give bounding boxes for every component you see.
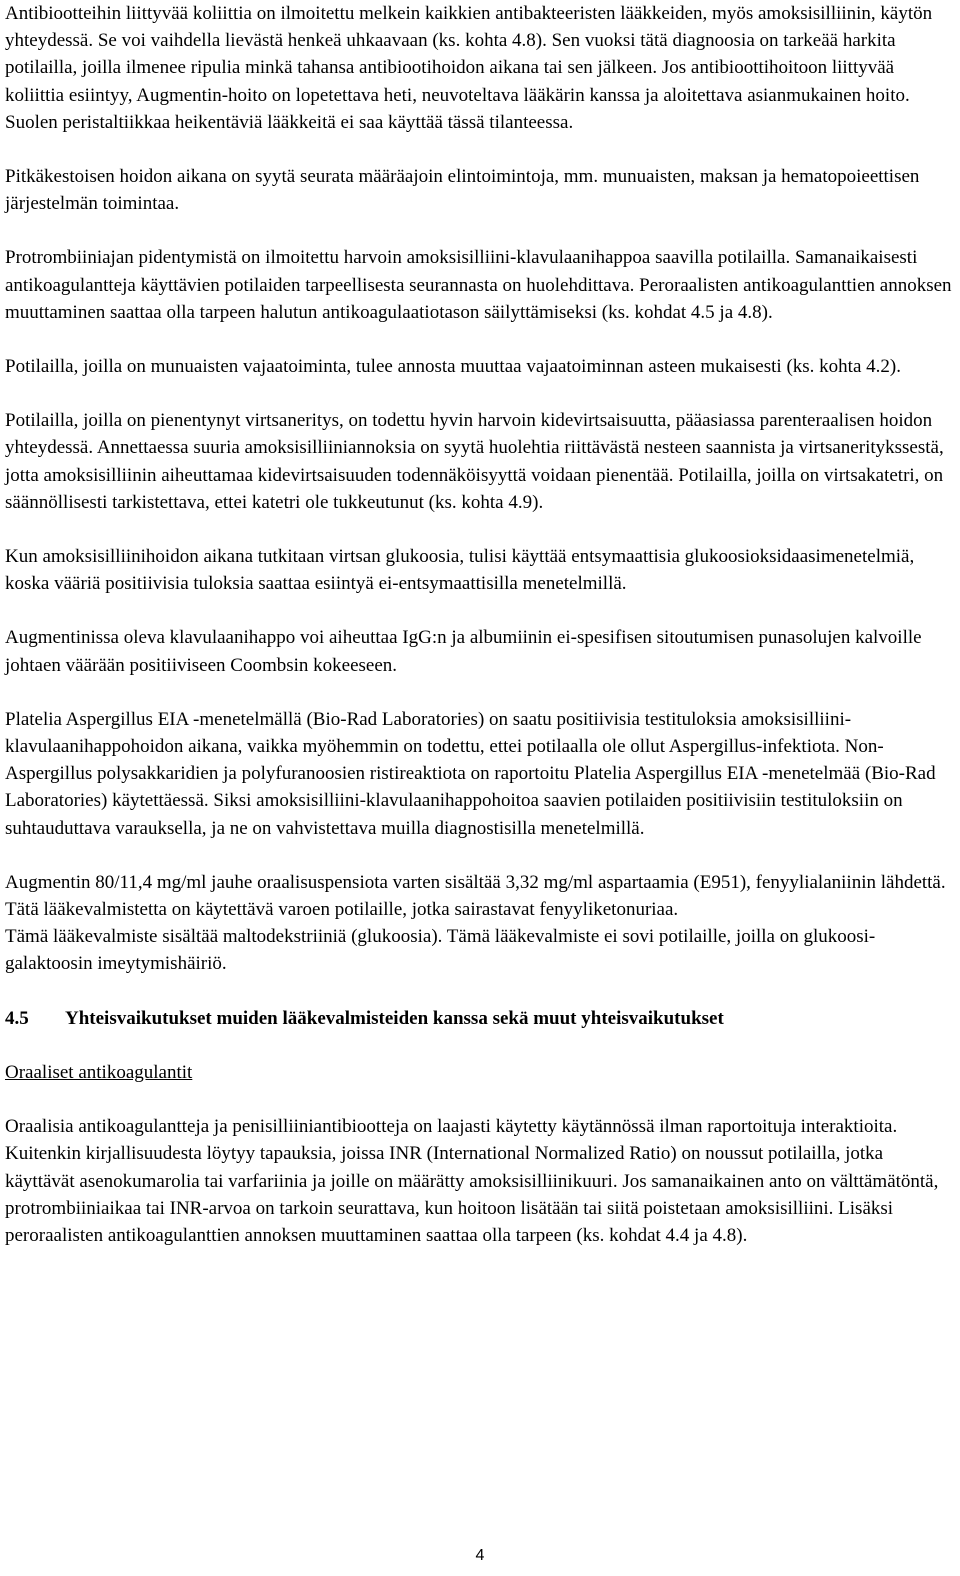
paragraph-aspartame: Augmentin 80/11,4 mg/ml jauhe oraalisuspensiota varten sisältää 3,32 mg/ml aspartaamia (E951), fenyylialaniinin lähdettä. Tätä lääkevalmistetta on käytettävä varoen potilaille, jotka sairastavat fenyyliketonuriaa.	[5, 871, 946, 921]
paragraph-aspergillus-eia: Platelia Aspergillus EIA -menetelmällä (Bio-Rad Laboratories) on saatu positiivisia testituloksia amoksisilliini-klavulaanihappohoidon aikana, vaikka myöhemmin on todettu, ettei potilaalla ole ollut Aspergillus-infektiota. Non-Aspergillus polysakkaridien ja polyfuranoosien ristireaktiota on raportoitu Platelia Aspergillus EIA -menetelmää (Bio-Rad Laboratories) käytettäessä. Siksi amoksisilliini-klavulaanihappohoitoa saavien potilaiden positiivisiin testituloksiin on suhtauduttava varauksella, ja ne on vahvistettava muilla diagnostisilla menetelmillä.	[5, 708, 936, 839]
paragraph-antibiotic-colitis: Antibiootteihin liittyvää koliittia on ilmoitettu melkein kaikkien antibakteeristen lääkkeiden, myös amoksisilliinin, käytön yhteydessä. Se voi vaihdella lievästä henkeä uhkaavaan (ks. kohta 4.8). Sen vuoksi tätä diagnoosia on tarkeää harkita potilailla, joilla ilmenee ripulia minkä tahansa antibiootihoidon aikana tai sen jälkeen. Jos antibioottihoitoon liittyvää koliittia esiintyy, Augmentin-hoito on lopetettava heti, neuvoteltava lääkärin kanssa ja aloitettava asianmukainen hoito. Suolen peristaltiikkaa heikentäviä lääkkeitä ei saa käyttää tässä tilanteessa.	[5, 3, 933, 133]
paragraph-prothrombin-time: Protrombiiniajan pidentymistä on ilmoitettu harvoin amoksisilliini-klavulaanihappoa saavilla potilailla. Samanaikaisesti antikoagulantteja käyttävien potilaiden tarpeellisesta seurannasta on huolehdittava. Peroraalisten antikoagulanttien annoksen muuttaminen saattaa olla tarpeen halutun antikoagulaatiotason säilyttämiseksi (ks. kohdat 4.5 ja 4.8).	[5, 247, 952, 323]
section-number: 4.5	[5, 1007, 29, 1029]
paragraph-long-term-monitoring: Pitkäkestoisen hoidon aikana on syytä seurata määräajoin elintoimintoja, mm. munuaisten, maksan ja hematopoieettisen järjestelmän toimintaa.	[5, 166, 920, 215]
subsection-heading: Oraaliset antikoagulantit	[5, 1061, 193, 1083]
paragraph-renal-impairment: Potilailla, joilla on munuaisten vajaatoiminta, tulee annosta muuttaa vajaatoiminnan asteen mukaisesti (ks. kohta 4.2).	[5, 356, 901, 378]
paragraph-crystalluria: Potilailla, joilla on pienentynyt virtsaneritys, on todettu hyvin harvoin kidevirtsaisuutta, pääasiassa parenteraalisen hoidon yhteydessä. Annettaessa suuria amoksisilliiniannoksia on syytä huolehtia riittävästä nesteen saannista ja virtsaneritykssestä, jotta amoksisilliinin aiheuttamaa kidevirtsaisuuden todennäköisyyttä voidaan pienentää. Potilailla, joilla on virtsakatetri, on säännöllisesti tarkistettava, ettei katetri ole tukkeutunut (ks. kohta 4.9).	[5, 410, 944, 513]
section-title: Yhteisvaikutukset muiden lääkevalmisteiden kanssa sekä muut yhteisvaikutukset	[65, 1007, 724, 1029]
paragraph-urine-glucose: Kun amoksisilliinihoidon aikana tutkitaan virtsan glukoosia, tulisi käyttää entsymaattisia glukoosioksidaasimenetelmiä, koska vääriä positiivisia tuloksia saattaa esiintyä ei-entsymaattisilla menetelmillä.	[5, 546, 915, 595]
paragraph-maltodextrin: Tämä lääkevalmiste sisältää maltodekstriiniä (glukoosia). Tämä lääkevalmiste ei sovi potilaille, joilla on glukoosi-galaktoosin imeytymishäiriö.	[5, 926, 876, 975]
paragraph-coombs-test: Augmentinissa oleva klavulaanihappo voi aiheuttaa IgG:n ja albumiinin ei-spesifisen sitoutumisen punasolujen kalvoille johtaen väärään positiiviseen Coombsin kokeeseen.	[5, 627, 922, 676]
document-page	[5, 0, 955, 1276]
paragraph-oral-anticoagulants: Oraalisia antikoagulantteja ja penisilliiniantibiootteja on laajasti käytetty käytännössä ilman raportoituja interaktioita. Kuitenkin kirjallisuudesta löytyy tapauksia, joissa INR (International Normalized Ratio) on noussut potilailla, jotka käyttävät asenokumarolia tai varfariinia ja joille on määrätty amoksisilliinikuuri. Jos samanaikainen anto on välttämätöntä, protrombiiniaikaa tai INR-arvoa on tarkoin seurattava, kun hoitoon lisätään tai siitä poistetaan amoksisilliini. Lisäksi peroraalisten antikoagulanttien annoksen muuttaminen saattaa olla tarpeen (ks. kohdat 4.4 ja 4.8).	[5, 1116, 939, 1246]
page-number: 4	[475, 1547, 485, 1564]
section-heading	[5, 1005, 955, 1032]
